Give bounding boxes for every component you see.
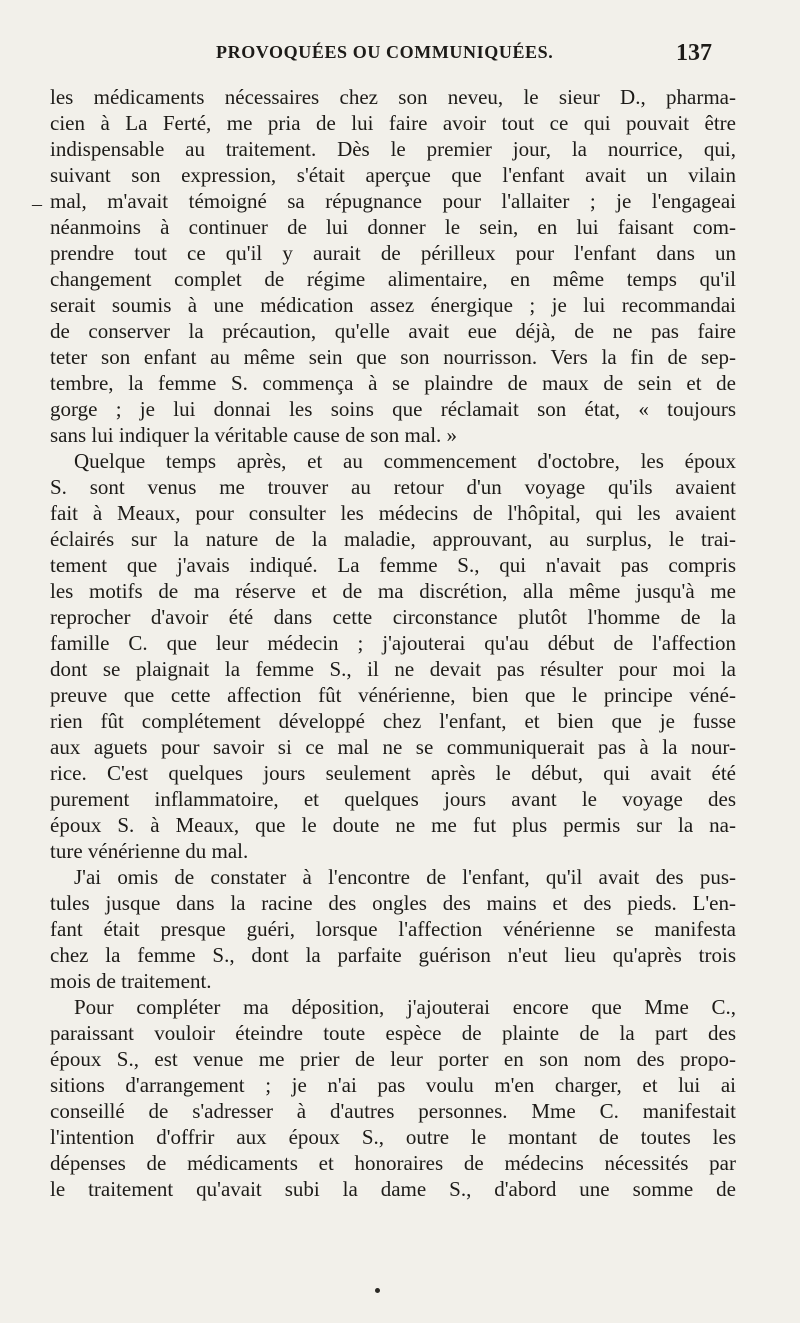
- text-line: sitions d'arrangement ; je n'ai pas voulu m'en charger, et lui ai: [50, 1073, 736, 1097]
- text-line: paraissant vouloir éteindre toute espèce de plainte de la part des: [50, 1021, 736, 1045]
- text-line: chez la femme S., dont la parfaite guérison n'eut lieu qu'après trois: [50, 943, 736, 967]
- text-line: les motifs de ma réserve et de ma discrétion, alla même jusqu'à me: [50, 579, 736, 603]
- print-dot: [375, 1288, 380, 1293]
- text-line: tules jusque dans la racine des ongles des mains et des pieds. L'en-: [50, 891, 736, 915]
- text-line: dépenses de médicaments et honoraires de médecins nécessités par: [50, 1151, 736, 1175]
- text-line: rice. C'est quelques jours seulement après le début, qui avait été: [50, 761, 736, 785]
- text-line: preuve que cette affection fût vénérienne, bien que le principe véné-: [50, 683, 736, 707]
- page-number: 137: [676, 40, 712, 66]
- text-line: conseillé de s'adresser à d'autres personnes. Mme C. manifestait: [50, 1099, 736, 1123]
- text-line: néanmoins à continuer de lui donner le sein, en lui faisant com-: [50, 215, 736, 239]
- text-line: fant était presque guéri, lorsque l'affection vénérienne se manifesta: [50, 917, 736, 941]
- text-line: fait à Meaux, pour consulter les médecins de l'hôpital, qui les avaient: [50, 501, 736, 525]
- text-line: famille C. que leur médecin ; j'ajouterai qu'au début de l'affection: [50, 631, 736, 655]
- text-line: prendre tout ce qu'il y aurait de périlleux pour l'enfant dans un: [50, 241, 736, 265]
- text-line: rien fût complétement développé chez l'enfant, et bien que je fusse: [50, 709, 736, 733]
- text-line: les médicaments nécessaires chez son neveu, le sieur D., pharma-: [50, 85, 736, 109]
- text-line: tement que j'avais indiqué. La femme S., qui n'avait pas compris: [50, 553, 736, 577]
- text-line: époux S., est venue me prier de leur porter en son nom des propo-: [50, 1047, 736, 1071]
- text-line: aux aguets pour savoir si ce mal ne se communiquerait pas à la nour-: [50, 735, 736, 759]
- text-line: mois de traitement.: [50, 969, 212, 993]
- text-line: cien à La Ferté, me pria de lui faire avoir tout ce qui pouvait être: [50, 111, 736, 135]
- text-line: dont se plaignait la femme S., il ne devait pas résulter pour moi la: [50, 657, 736, 681]
- text-line: époux S. à Meaux, que le doute ne me fut plus permis sur la na-: [50, 813, 736, 837]
- text-line: J'ai omis de constater à l'encontre de l'enfant, qu'il avait des pus-: [74, 865, 736, 889]
- text-line: Quelque temps après, et au commencement d'octobre, les époux: [74, 449, 736, 473]
- text-line: changement complet de régime alimentaire, en même temps qu'il: [50, 267, 736, 291]
- text-line: ture vénérienne du mal.: [50, 839, 249, 863]
- text-line: tembre, la femme S. commença à se plaindre de maux de sein et de: [50, 371, 736, 395]
- text-line: teter son enfant au même sein que son nourrisson. Vers la fin de sep-: [50, 345, 736, 369]
- text-line: mal, m'avait témoigné sa répugnance pour l'allaiter ; je l'engageai: [50, 189, 736, 213]
- text-line: purement inflammatoire, et quelques jours avant le voyage des: [50, 787, 736, 811]
- margin-mark: –: [32, 193, 42, 215]
- text-line: indispensable au traitement. Dès le premier jour, la nourrice, qui,: [50, 137, 736, 161]
- text-line: suivant son expression, s'était aperçue que l'enfant avait un vilain: [50, 163, 736, 187]
- text-line: Pour compléter ma déposition, j'ajouterai encore que Mme C.,: [74, 995, 736, 1019]
- text-line: de conserver la précaution, qu'elle avait eue déjà, de ne pas faire: [50, 319, 736, 343]
- text-line: éclairés sur la nature de la maladie, approuvant, au surplus, le trai-: [50, 527, 736, 551]
- text-line: l'intention d'offrir aux époux S., outre le montant de toutes les: [50, 1125, 736, 1149]
- text-line: le traitement qu'avait subi la dame S., d'abord une somme de: [50, 1177, 736, 1201]
- text-line: sans lui indiquer la véritable cause de son mal. »: [50, 423, 458, 447]
- running-head: PROVOQUÉES OU COMMUNIQUÉES.: [216, 42, 554, 62]
- text-line: gorge ; je lui donnai les soins que réclamait son état, « toujours: [50, 397, 736, 421]
- text-line: reprocher d'avoir été dans cette circonstance plutôt l'homme de la: [50, 605, 736, 629]
- text-line: S. sont venus me trouver au retour d'un voyage qu'ils avaient: [50, 475, 736, 499]
- page-header: [0, 40, 800, 70]
- text-line: serait soumis à une médication assez énergique ; je lui recommandai: [50, 293, 736, 317]
